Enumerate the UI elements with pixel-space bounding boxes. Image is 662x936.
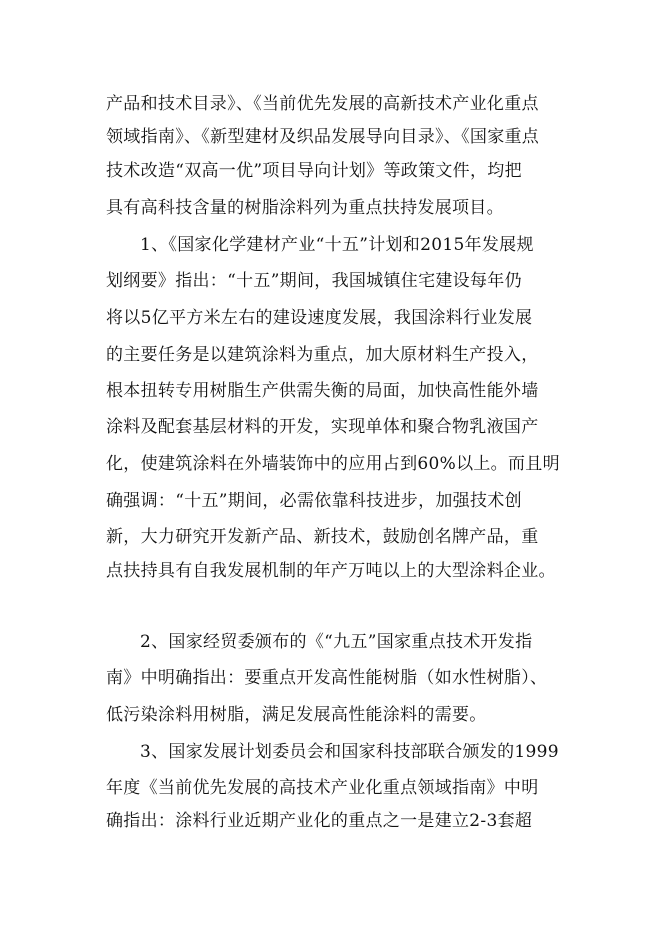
text-line: 点扶持具有自我发展机制的年产万吨以上的大型涂料企业。 [106,561,556,581]
text-line: 低污染涂料用树脂，满足发展高性能涂料的需要。 [106,705,487,725]
text-line: 确强调：“十五”期间，必需依靠科技进步，加强技术创 [106,491,522,511]
paragraph-3-first-line: 3、国家发展计划委员会和国家科技部联合颁发的1999 [140,742,559,762]
text-line: 确指出：涂料行业近期产业化的重点之一是建立2-3套超 [106,811,533,831]
text-line: 的主要任务是以建筑涂料为重点，加大原材料生产投入， [106,345,539,365]
text-line: 划纲要》指出：“十五”期间，我国城镇住宅建设每年仍 [106,271,522,291]
text-line: 年度《当前优先发展的高技术产业化重点领域指南》中明 [106,778,539,798]
text-line: 化，使建筑涂料在外墙装饰中的应用占到60%以上。而且明 [106,454,560,474]
text-line: 具有高科技含量的树脂涂料列为重点扶持发展项目。 [106,198,504,218]
text-line: 将以5亿平方米左右的建设速度发展，我国涂料行业发展 [106,308,533,328]
paragraph-2-first-line: 2、国家经贸委颁布的《“九五”国家重点技术开发指 [140,632,533,652]
text-line: 根本扭转专用树脂生产供需失衡的局面，加快高性能外墙 [106,381,539,401]
text-line: 新，大力研究开发新产品、新技术，鼓励创名牌产品，重 [106,527,539,547]
text-line: 南》中明确指出：要重点开发高性能树脂（如水性树脂）、 [106,668,548,688]
text-line: 领域指南》、《新型建材及织品发展导向目录》、《国家重点 [106,127,540,147]
text-line: 技术改造“双高一优”项目导向计划》等政策文件，均把 [106,161,522,181]
paragraph-1-first-line: 1、《国家化学建材产业“十五”计划和2015年发展规 [140,235,534,255]
text-line: 涂料及配套基层材料的开发，实现单体和聚合物乳液国产 [106,417,539,437]
text-line: 产品和技术目录》、《当前优先发展的高新技术产业化重点 [106,94,539,114]
